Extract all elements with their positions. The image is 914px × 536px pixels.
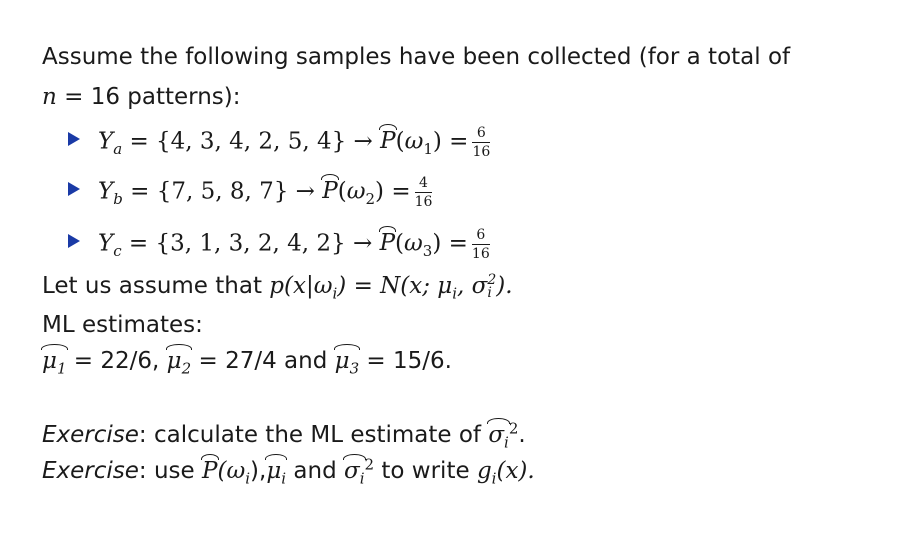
- sample-var-sub: b: [113, 189, 123, 208]
- omega: ω: [404, 128, 424, 155]
- sigma-sup: 2: [508, 419, 519, 438]
- sigma-sub: i: [487, 284, 492, 301]
- omega: ω: [346, 178, 366, 205]
- bullet-triangle-icon: [68, 182, 80, 196]
- p-arg-sub: i: [245, 469, 251, 488]
- n-variable: n: [42, 84, 57, 110]
- sigma-hat: [344, 458, 365, 488]
- fraction-denominator: 16: [414, 194, 433, 210]
- prior-fraction: [415, 176, 433, 209]
- omega: ω: [404, 230, 423, 257]
- sample-set: = {3, 1, 3, 2, 4, 2} →: [121, 230, 380, 257]
- intro-text-1: Assume the following samples have been collected (for a total of: [42, 44, 791, 70]
- sample-var: Y: [98, 128, 114, 155]
- fraction-numerator: 6: [472, 126, 490, 143]
- formula-sub: i: [332, 284, 338, 303]
- mu-value: = 27/4 and: [191, 348, 335, 374]
- mu-hat: [266, 458, 287, 488]
- formula-mid-sub: i: [452, 284, 458, 303]
- prior-fraction: [472, 126, 490, 159]
- mu-hat-1: [42, 348, 67, 378]
- fraction-denominator: 16: [472, 144, 491, 160]
- sample-var-sub: a: [113, 139, 123, 158]
- prior-fraction: [472, 228, 490, 261]
- omega-sub: 1: [423, 139, 433, 158]
- formula-mid: ) = N(x; μ: [337, 273, 453, 300]
- mu-symbol: μ: [42, 348, 57, 374]
- formula-end: , σ: [457, 273, 488, 300]
- sample-var: Y: [98, 230, 114, 257]
- g-symbol: g: [476, 458, 492, 484]
- ml-label: ML estimates:: [42, 312, 203, 338]
- p-hat: P: [322, 178, 338, 205]
- exercise-rest: to write: [374, 458, 477, 484]
- mu-hat-3: [334, 348, 360, 378]
- p-hat: P: [380, 128, 396, 155]
- p-hat: P: [202, 458, 218, 484]
- mu-sub: i: [281, 469, 287, 488]
- mu-value: = 15/6.: [359, 348, 452, 374]
- p-hat: P: [379, 230, 396, 257]
- sigma-hat: [488, 422, 509, 452]
- mu-hat-2: [166, 348, 192, 378]
- exercise-text: : calculate the ML estimate of: [138, 422, 489, 448]
- sigma-sup: 2: [487, 272, 497, 288]
- exercise-line-1: [42, 419, 526, 452]
- fraction-numerator: 4: [415, 176, 433, 193]
- intro-line-2: [42, 86, 241, 109]
- mu-symbol: μ: [166, 348, 182, 374]
- sample-set: = {7, 5, 8, 7} →: [122, 178, 323, 205]
- p-arg: (ω: [217, 458, 246, 484]
- mu-sub: 3: [349, 359, 360, 378]
- bullet-triangle-icon: [68, 234, 80, 248]
- sample-var-sub: c: [113, 241, 122, 260]
- sample-var: Y: [98, 178, 114, 205]
- bullet-triangle-icon: [68, 132, 80, 146]
- sample-line-b: $Y_b = \{7$, 5, 8, $7\} \to P(\omega_2)$ = $\frac{4}{16}$: [68, 176, 432, 209]
- fraction-denominator: 16: [471, 246, 490, 262]
- sigma-supsub: [487, 274, 496, 299]
- p-arg-close: ): [250, 458, 260, 484]
- g-arg: (x).: [496, 458, 535, 484]
- omega-sub: 3: [422, 241, 433, 260]
- sigma-symbol: σ: [344, 458, 360, 484]
- sigma-symbol: σ: [488, 422, 505, 448]
- exercise-text: : use: [138, 458, 203, 484]
- ml-label-line: [42, 314, 203, 337]
- assume-text: Let us assume that: [42, 273, 270, 300]
- sigma-sup: 2: [364, 455, 375, 474]
- exercise-label: Exercise: [42, 458, 139, 484]
- exercise-line-2: [42, 455, 535, 488]
- exercise-end: .: [518, 422, 526, 448]
- intro-line-1: [42, 46, 790, 69]
- mu-sub: 2: [181, 359, 192, 378]
- mu-symbol: μ: [266, 458, 282, 484]
- omega-sub: 2: [365, 189, 376, 208]
- intro-text-2: = 16 patterns):: [56, 84, 241, 110]
- mu-symbol: μ: [334, 348, 350, 374]
- sigma-sub: i: [359, 469, 365, 488]
- comma: ,: [259, 458, 267, 484]
- sample-set: = {4, 3, 4, 2, 5, 4} →: [122, 128, 381, 155]
- mu-sub: 1: [56, 359, 67, 378]
- formula-close: ).: [496, 273, 513, 300]
- likelihood-formula: p(x|ω: [269, 273, 333, 300]
- sample-line-c: $Y_c = \{3$, 1, 3, 2, 4, $2\} \to P(\omega_3)$ = $\frac{6}{16}$: [68, 228, 490, 261]
- assume-line: [42, 272, 513, 303]
- fraction-numerator: 6: [472, 228, 490, 245]
- sigma-sub: i: [504, 433, 509, 452]
- sample-line-a: $Y_a = \{4$, 3, 4, 2, 5, $4\} \to P(\omega_1)$ = $\frac{6}{16}$: [68, 126, 490, 159]
- mu-value: = 22/6,: [66, 348, 167, 374]
- exercise-label: Exercise: [42, 422, 139, 448]
- ml-values-line: [42, 348, 452, 378]
- g-sub: i: [491, 469, 497, 488]
- and-text: and: [286, 458, 345, 484]
